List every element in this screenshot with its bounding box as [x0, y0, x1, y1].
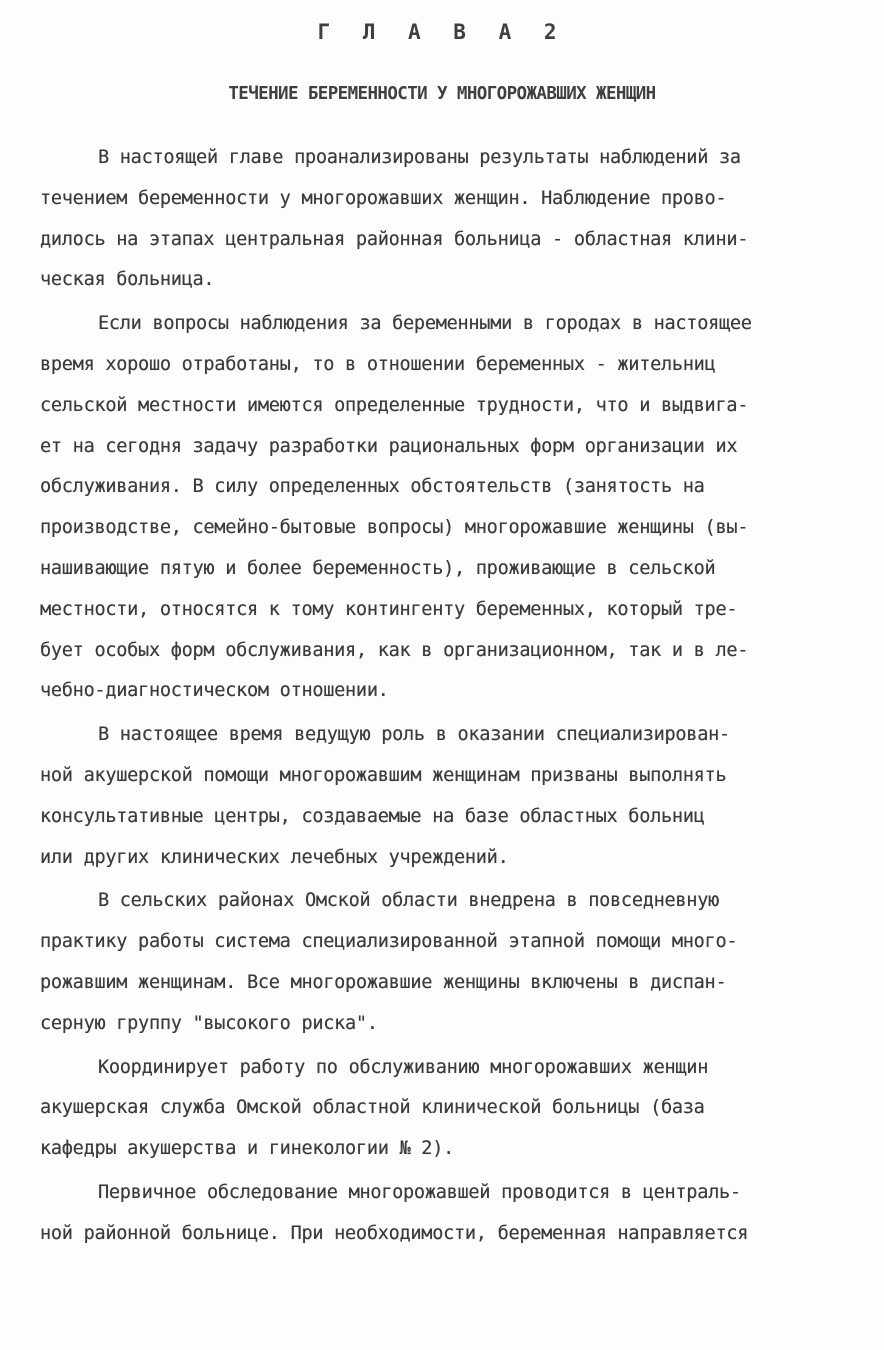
- paragraph: [40, 138, 860, 301]
- text-line: нашивающие пятую и более беременность), проживающие в сельской: [40, 557, 716, 579]
- text-line: рожавшим женщинам. Все многорожавшие женщины включены в диспан-: [40, 971, 727, 993]
- text-line: акушерская служба Омской областной клинической больницы (база: [40, 1097, 705, 1119]
- text-line: В настоящей главе проанализированы результаты наблюдений за: [98, 147, 741, 168]
- text-line: или других клинических лечебных учреждений.: [40, 846, 509, 868]
- text-line: время хорошо отработаны, то в отношении беременных - жительниц: [40, 353, 716, 375]
- paragraph: [40, 304, 860, 712]
- text-line: течением беременности у многорожавших женщин. Наблюдение прово-: [40, 187, 727, 209]
- text-line: чебно-диагностическом отношении.: [40, 680, 389, 702]
- text-line: местности, относятся к тому контингенту беременных, который тре-: [40, 598, 738, 620]
- text-line: сельской местности имеются определенные трудности, что и выдвига-: [40, 394, 749, 416]
- text-line: консультативные центры, создаваемые на базе областных больниц: [40, 805, 705, 827]
- text-line: практику работы система специализированной этапной помощи много-: [40, 931, 738, 953]
- text-line: производстве, семейно-бытовые вопросы) многорожавшие женщины (вы-: [40, 517, 749, 539]
- chapter-title: ТЕЧЕНИЕ БЕРЕМЕННОСТИ У МНОГОРОЖАВШИХ ЖЕНЩИН: [228, 84, 656, 104]
- text-line: бует особых форм обслуживания, как в организационном, так и в ле-: [40, 639, 749, 661]
- text-line: В сельских районах Омской области внедрена в повседневную: [98, 890, 719, 912]
- chapter-heading: Г Л А В А 2: [317, 20, 567, 44]
- paragraph: [40, 1173, 860, 1255]
- text-line: Если вопросы наблюдения за беременными в городах в настоящее: [98, 313, 752, 335]
- paragraph: [40, 715, 860, 878]
- text-line: ческая больница.: [40, 269, 215, 291]
- text-line: обслуживания. В силу определенных обстоятельств (занятость на: [40, 476, 705, 498]
- text-line: Координирует работу по обслуживанию многорожавших женщин: [98, 1056, 709, 1078]
- document-body: [40, 138, 860, 1255]
- text-line: ет на сегодня задачу разработки рациональных форм организации их: [40, 435, 738, 457]
- text-line: Первичное обследование многорожавшей проводится в централь-: [98, 1181, 741, 1203]
- text-line: В настоящее время ведущую роль в оказании специализирован-: [98, 724, 730, 746]
- paragraph: [40, 881, 860, 1044]
- text-line: серную группу "высокого риска".: [40, 1012, 378, 1034]
- paragraph: [40, 1048, 860, 1170]
- text-line: кафедры акушерства и гинекологии № 2).: [40, 1138, 454, 1160]
- text-line: дилось на этапах центральная районная больница - областная клини-: [40, 228, 749, 250]
- text-line: ной акушерской помощи многорожавшим женщинам призваны выполнять: [40, 764, 727, 786]
- text-line: ной районной больнице. При необходимости, беременная направляется: [40, 1222, 749, 1244]
